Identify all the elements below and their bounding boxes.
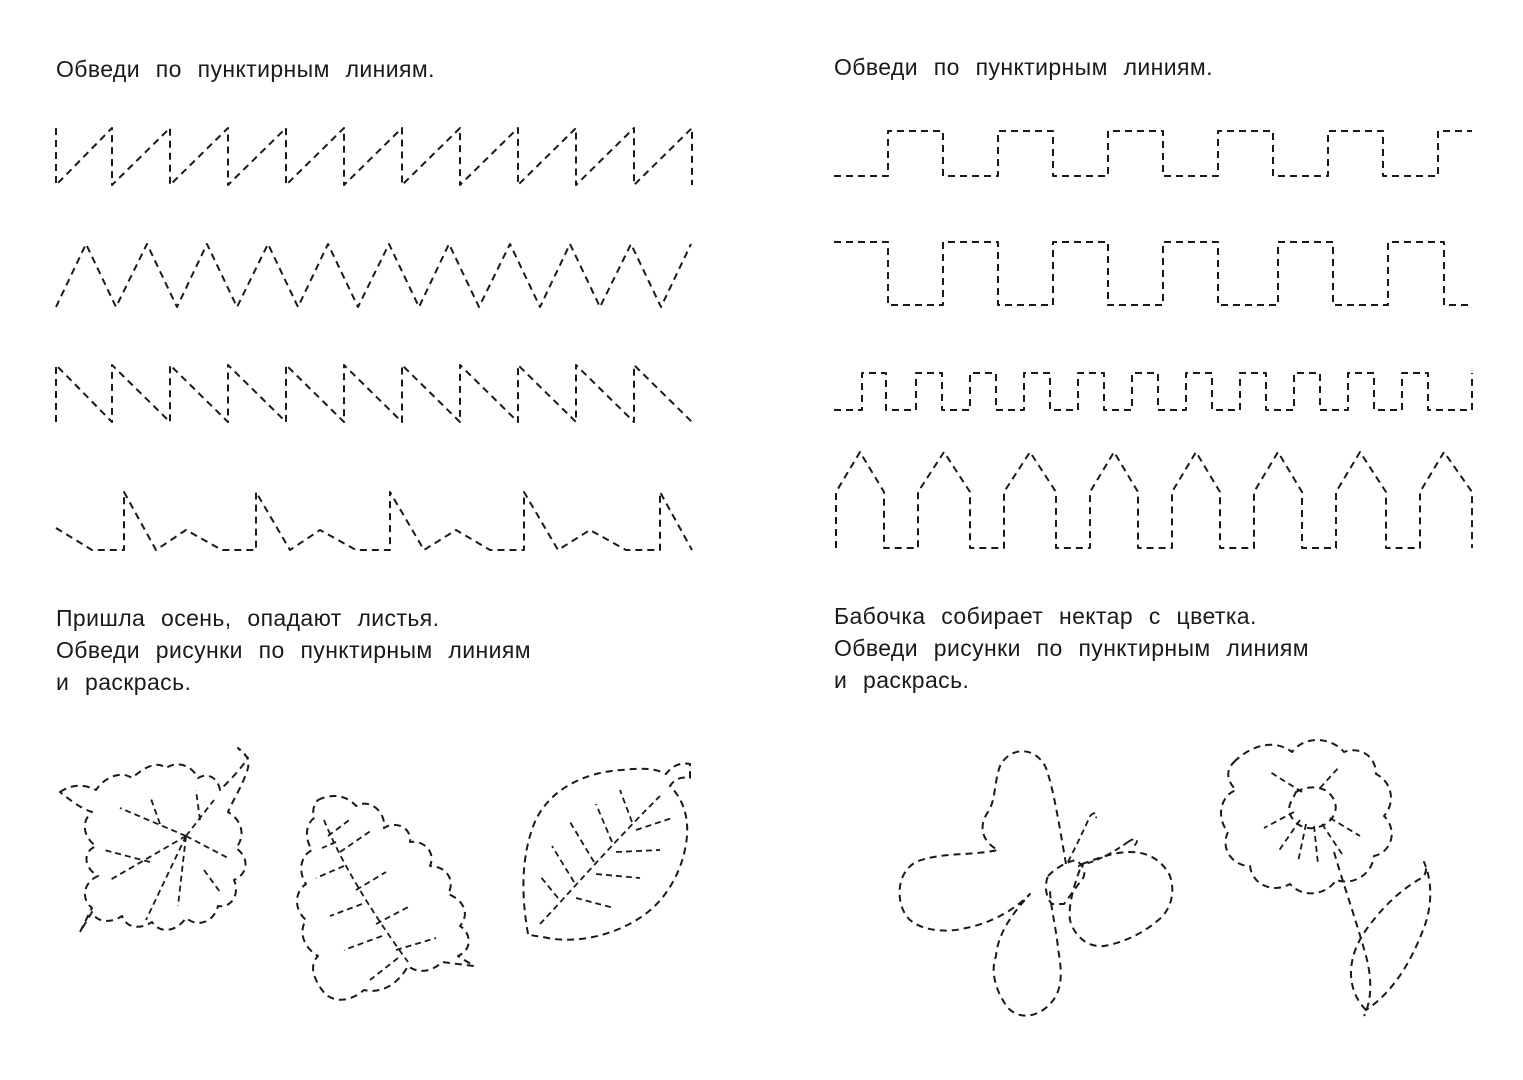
trace-line-square-wave-1 — [834, 131, 1472, 176]
trace-line-small-big-waves — [56, 492, 692, 550]
left-instruction-trace-lines: Обведи по пунктирным линиям. — [56, 56, 435, 82]
right-instruction-butterfly-line1: Бабочка собирает нектар с цветка. — [834, 603, 1257, 629]
trace-line-fine-square-wave — [834, 373, 1472, 410]
trace-line-zigzag — [56, 244, 691, 307]
left-instruction-leaves-line1: Пришла осень, опадают листья. — [56, 605, 440, 631]
maple-leaf-drawing — [60, 748, 248, 932]
right-instruction-butterfly-line2: Обведи рисунки по пунктирным линиям — [834, 635, 1309, 661]
trace-line-square-wave-2 — [834, 242, 1472, 305]
oak-leaf-drawing — [297, 796, 474, 1000]
butterfly-drawing — [900, 751, 1173, 1015]
flower-drawing — [1221, 740, 1430, 1016]
left-instruction-leaves-line2: Обведи рисунки по пунктирным линиям — [56, 637, 531, 663]
trace-line-sawtooth-falling — [56, 365, 692, 422]
left-instruction-leaves-line3: и раскрась. — [56, 669, 192, 695]
right-instruction-trace-lines: Обведи по пунктирным линиям. — [834, 54, 1213, 80]
trace-line-picket-fence — [836, 452, 1472, 548]
right-instruction-butterfly-line3: и раскрась. — [834, 667, 970, 693]
trace-line-sawtooth-rising — [56, 128, 692, 185]
birch-leaf-drawing — [523, 763, 690, 939]
